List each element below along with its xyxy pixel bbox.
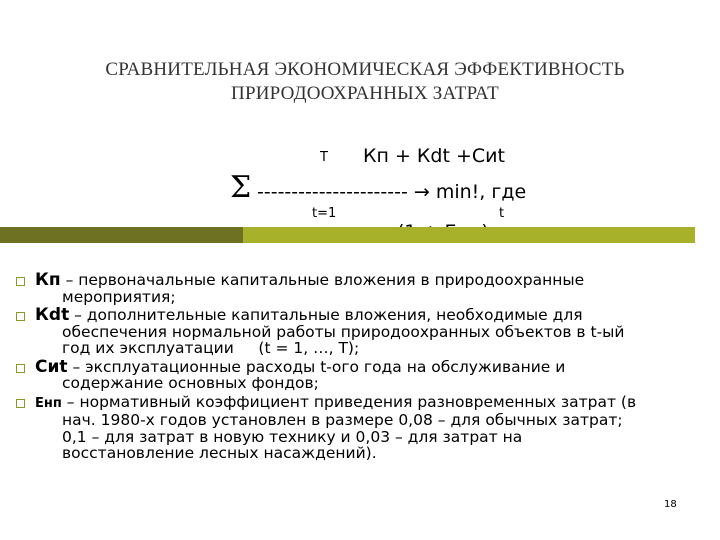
formula-upper-limit: T xyxy=(320,150,328,165)
definition-text: – дополнительные капитальные вложения, необходимые для xyxy=(69,306,583,324)
term-kp: Кп xyxy=(35,270,61,290)
definition-text: мероприятия; xyxy=(62,287,176,306)
definition-text: восстановление лесных насаждений). xyxy=(62,444,377,462)
definition-kdt xyxy=(35,307,685,357)
definition-text: год их эксплуатации (t = 1, …, T); xyxy=(62,339,360,357)
square-bullet-icon xyxy=(16,277,25,286)
definition-text: – первоначальные капитальные вложения в природоохранные xyxy=(60,271,585,289)
definition-text: обеспечения нормальной работы природоохранных объектов в t-ый xyxy=(62,322,625,341)
definition-text: – эксплуатационные расходы t-ого года на обслуживание и xyxy=(67,357,566,376)
formula-lower-limit: t=1 xyxy=(312,206,337,221)
definitions-list xyxy=(35,272,685,464)
square-bullet-icon xyxy=(16,364,25,373)
definition-text: нач. 1980-х годов установлен в размере 0,08 – для обычных затрат; xyxy=(62,411,623,429)
divider-bar-dark xyxy=(0,227,243,243)
square-bullet-icon xyxy=(16,312,25,321)
definition-enp xyxy=(35,394,685,462)
definition-text: содержание основных фондов; xyxy=(62,374,319,392)
term-kdt: Кdt xyxy=(35,305,70,325)
term-sit: Сиt xyxy=(35,356,68,377)
definition-text: 0,1 – для затрат в новую технику и 0,03 – для затрат на xyxy=(62,427,523,446)
definition-text: – нормативный коэффициент приведения разновременных затрат (в xyxy=(61,392,637,411)
divider-bar-light xyxy=(243,227,695,243)
title-line-1: СРАВНИТЕЛЬНАЯ ЭКОНОМИЧЕСКАЯ ЭФФЕКТИВНОСТЬ xyxy=(105,59,625,80)
slide-title xyxy=(60,58,670,106)
page-number: 18 xyxy=(664,499,677,510)
formula-numerator: Кп + Кdt +Сиt xyxy=(363,145,505,167)
definition-kp xyxy=(35,272,685,305)
formula-exponent: t xyxy=(499,206,505,221)
definition-sit xyxy=(35,356,685,392)
title-line-2: ПРИРОДООХРАННЫХ ЗАТРАТ xyxy=(231,83,499,104)
formula-fraction-line: ---------------------- → min!, где xyxy=(257,181,527,203)
square-bullet-icon xyxy=(16,399,25,408)
term-enp: Енп xyxy=(35,395,62,411)
sigma-symbol: Σ xyxy=(230,170,252,205)
